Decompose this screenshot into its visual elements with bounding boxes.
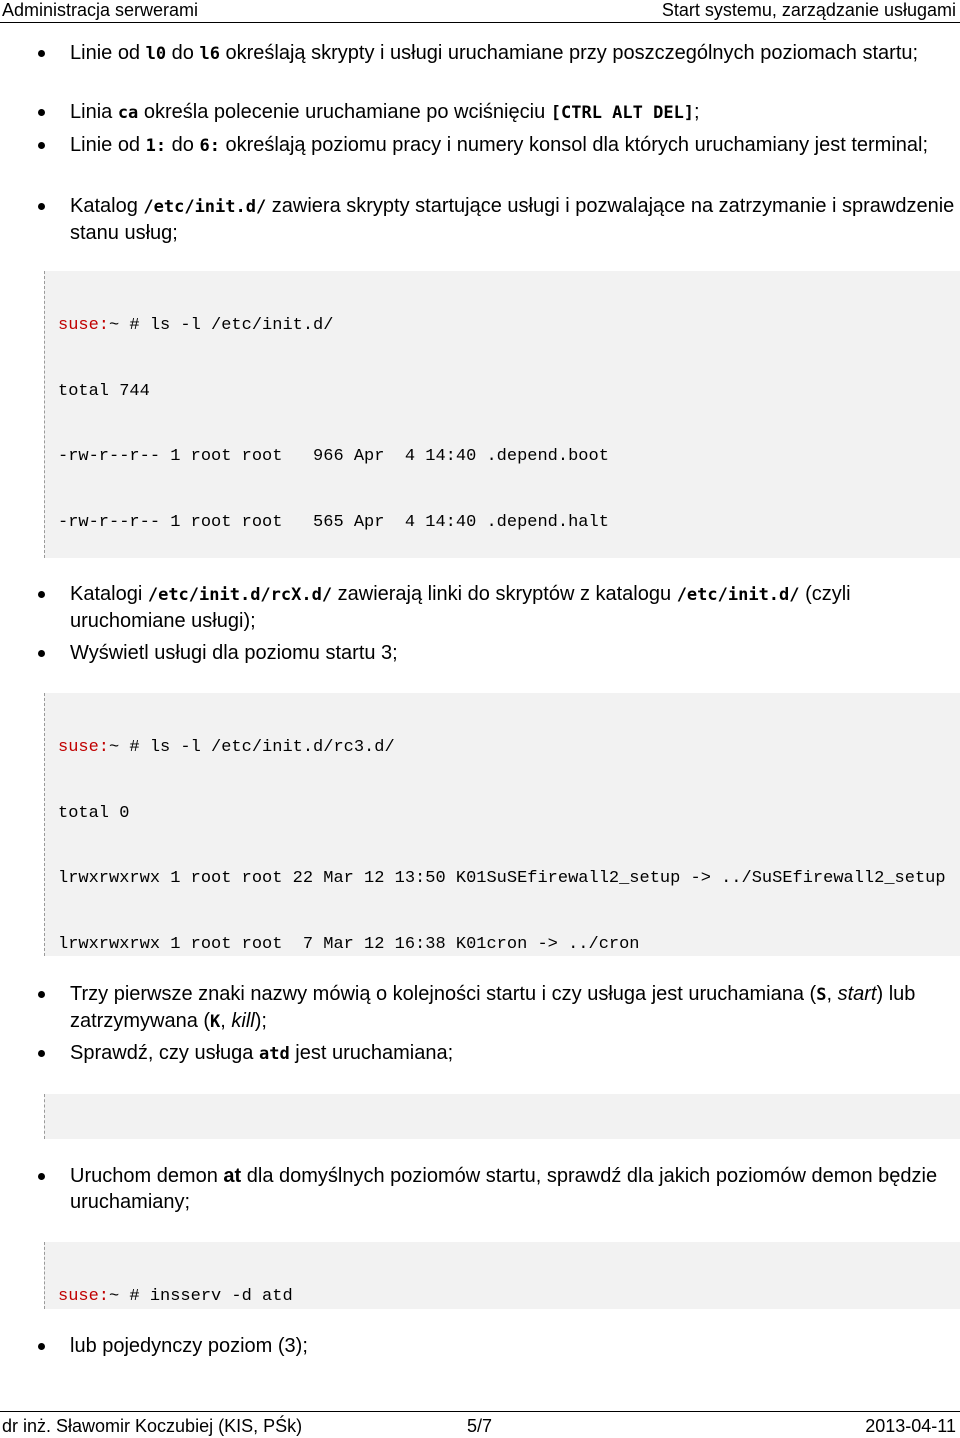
- bullet-text: Trzy pierwsze znaki nazwy mówią o kolejności startu i czy usługa jest uruchamiana (S, start) lub zatrzymywana (K, kill);: [70, 981, 960, 1035]
- bullet-text: Linia ca określa polecenie uruchamiane po wciśnięciu [CTRL ALT DEL];: [70, 99, 960, 126]
- shell-prompt: suse:: [58, 738, 109, 757]
- code-block-ls-rc3-d: [44, 693, 960, 956]
- shell-prompt: suse:: [58, 1287, 109, 1306]
- bullet-text: Linie od l0 do l6 określają skrypty i usługi uruchamiane przy poszczególnych poziomach startu;: [70, 40, 960, 67]
- bullet-text: Uruchom demon at dla domyślnych poziomów startu, sprawdź dla jakich poziomów demon będzie uruchamiany;: [70, 1163, 960, 1215]
- bullet-dot-icon: [38, 1343, 45, 1350]
- bullet-dot-icon: [38, 991, 45, 998]
- page-header: [0, 0, 960, 23]
- bullet-dot-icon: [38, 142, 45, 149]
- code-inline: atd: [259, 1044, 290, 1064]
- code-inline: l6: [199, 44, 219, 64]
- code-block-insserv: [44, 1242, 960, 1309]
- bullet-dot-icon: [38, 109, 45, 116]
- page-footer: [0, 1411, 960, 1437]
- code-inline: S: [816, 985, 826, 1005]
- code-line: total 744: [45, 381, 960, 403]
- code-command-line: suse:~ # ls -l /etc/init.d/: [45, 315, 960, 337]
- code-line: lrwxrwxrwx 1 root root 22 Mar 12 13:50 K01SuSEfirewall2_setup -> ../SuSEfirewall2_setup: [45, 868, 960, 890]
- bullet-text: Katalogi /etc/init.d/rcX.d/ zawierają linki do skryptów z katalogu /etc/init.d/ (czyli uruchomiane usługi);: [70, 581, 960, 634]
- code-inline: ca: [118, 103, 138, 123]
- code-line: -rw-r--r-- 1 root root 565 Apr 4 14:40 .depend.halt: [45, 512, 960, 534]
- page-number: 5/7: [467, 1414, 492, 1438]
- code-block-ls-init-d: [44, 271, 960, 558]
- code-command-line: suse:~ # ls -l /etc/init.d/rc3.d/: [45, 737, 960, 759]
- code-inline: l0: [146, 44, 166, 64]
- code-command-line: suse:~ # insserv -d atd: [45, 1286, 960, 1308]
- header-course-title: Administracja serwerami: [2, 0, 198, 20]
- footer-date: 2013-04-11: [865, 1414, 956, 1438]
- bullet-text: Linie od 1: do 6: określają poziomu pracy i numery konsol dla których uruchamiany jest terminal;: [70, 132, 960, 159]
- code-block-chkconfig: [44, 1094, 960, 1139]
- bullet-dot-icon: [38, 203, 45, 210]
- code-inline: /etc/init.d/: [677, 585, 800, 605]
- shell-prompt: suse:: [58, 316, 109, 335]
- bullet-dot-icon: [38, 1050, 45, 1057]
- bullet-dot-icon: [38, 591, 45, 598]
- bullet-text: Wyświetl usługi dla poziomu startu 3;: [70, 640, 960, 666]
- bullet-text: lub pojedynczy poziom (3);: [70, 1333, 960, 1359]
- bullet-text: Sprawdź, czy usługa atd jest uruchamiana;: [70, 1040, 960, 1067]
- code-inline: 6:: [199, 136, 219, 156]
- footer-author: dr inż. Sławomir Koczubiej (KIS, PŚk): [2, 1414, 302, 1438]
- bullet-text: Katalog /etc/init.d/ zawiera skrypty startujące usługi i pozwalające na zatrzymanie i sprawdzenie stanu usług;: [70, 193, 960, 246]
- code-inline: /etc/init.d/: [143, 197, 266, 217]
- code-inline: K: [210, 1012, 220, 1032]
- code-inline: [CTRL ALT DEL]: [551, 103, 694, 123]
- code-line: lrwxrwxrwx 1 root root 7 Mar 12 16:38 K01cron -> ../cron: [45, 934, 960, 956]
- bullet-dot-icon: [38, 50, 45, 57]
- code-inline: /etc/init.d/rcX.d/: [148, 585, 332, 605]
- code-line: total 0: [45, 803, 960, 825]
- code-line: -rw-r--r-- 1 root root 966 Apr 4 14:40 .depend.boot: [45, 446, 960, 468]
- bullet-dot-icon: [38, 650, 45, 657]
- code-inline: 1:: [146, 136, 166, 156]
- header-section-title: Start systemu, zarządzanie usługami: [662, 0, 956, 20]
- bullet-dot-icon: [38, 1173, 45, 1180]
- code-command-line: [45, 1138, 960, 1139]
